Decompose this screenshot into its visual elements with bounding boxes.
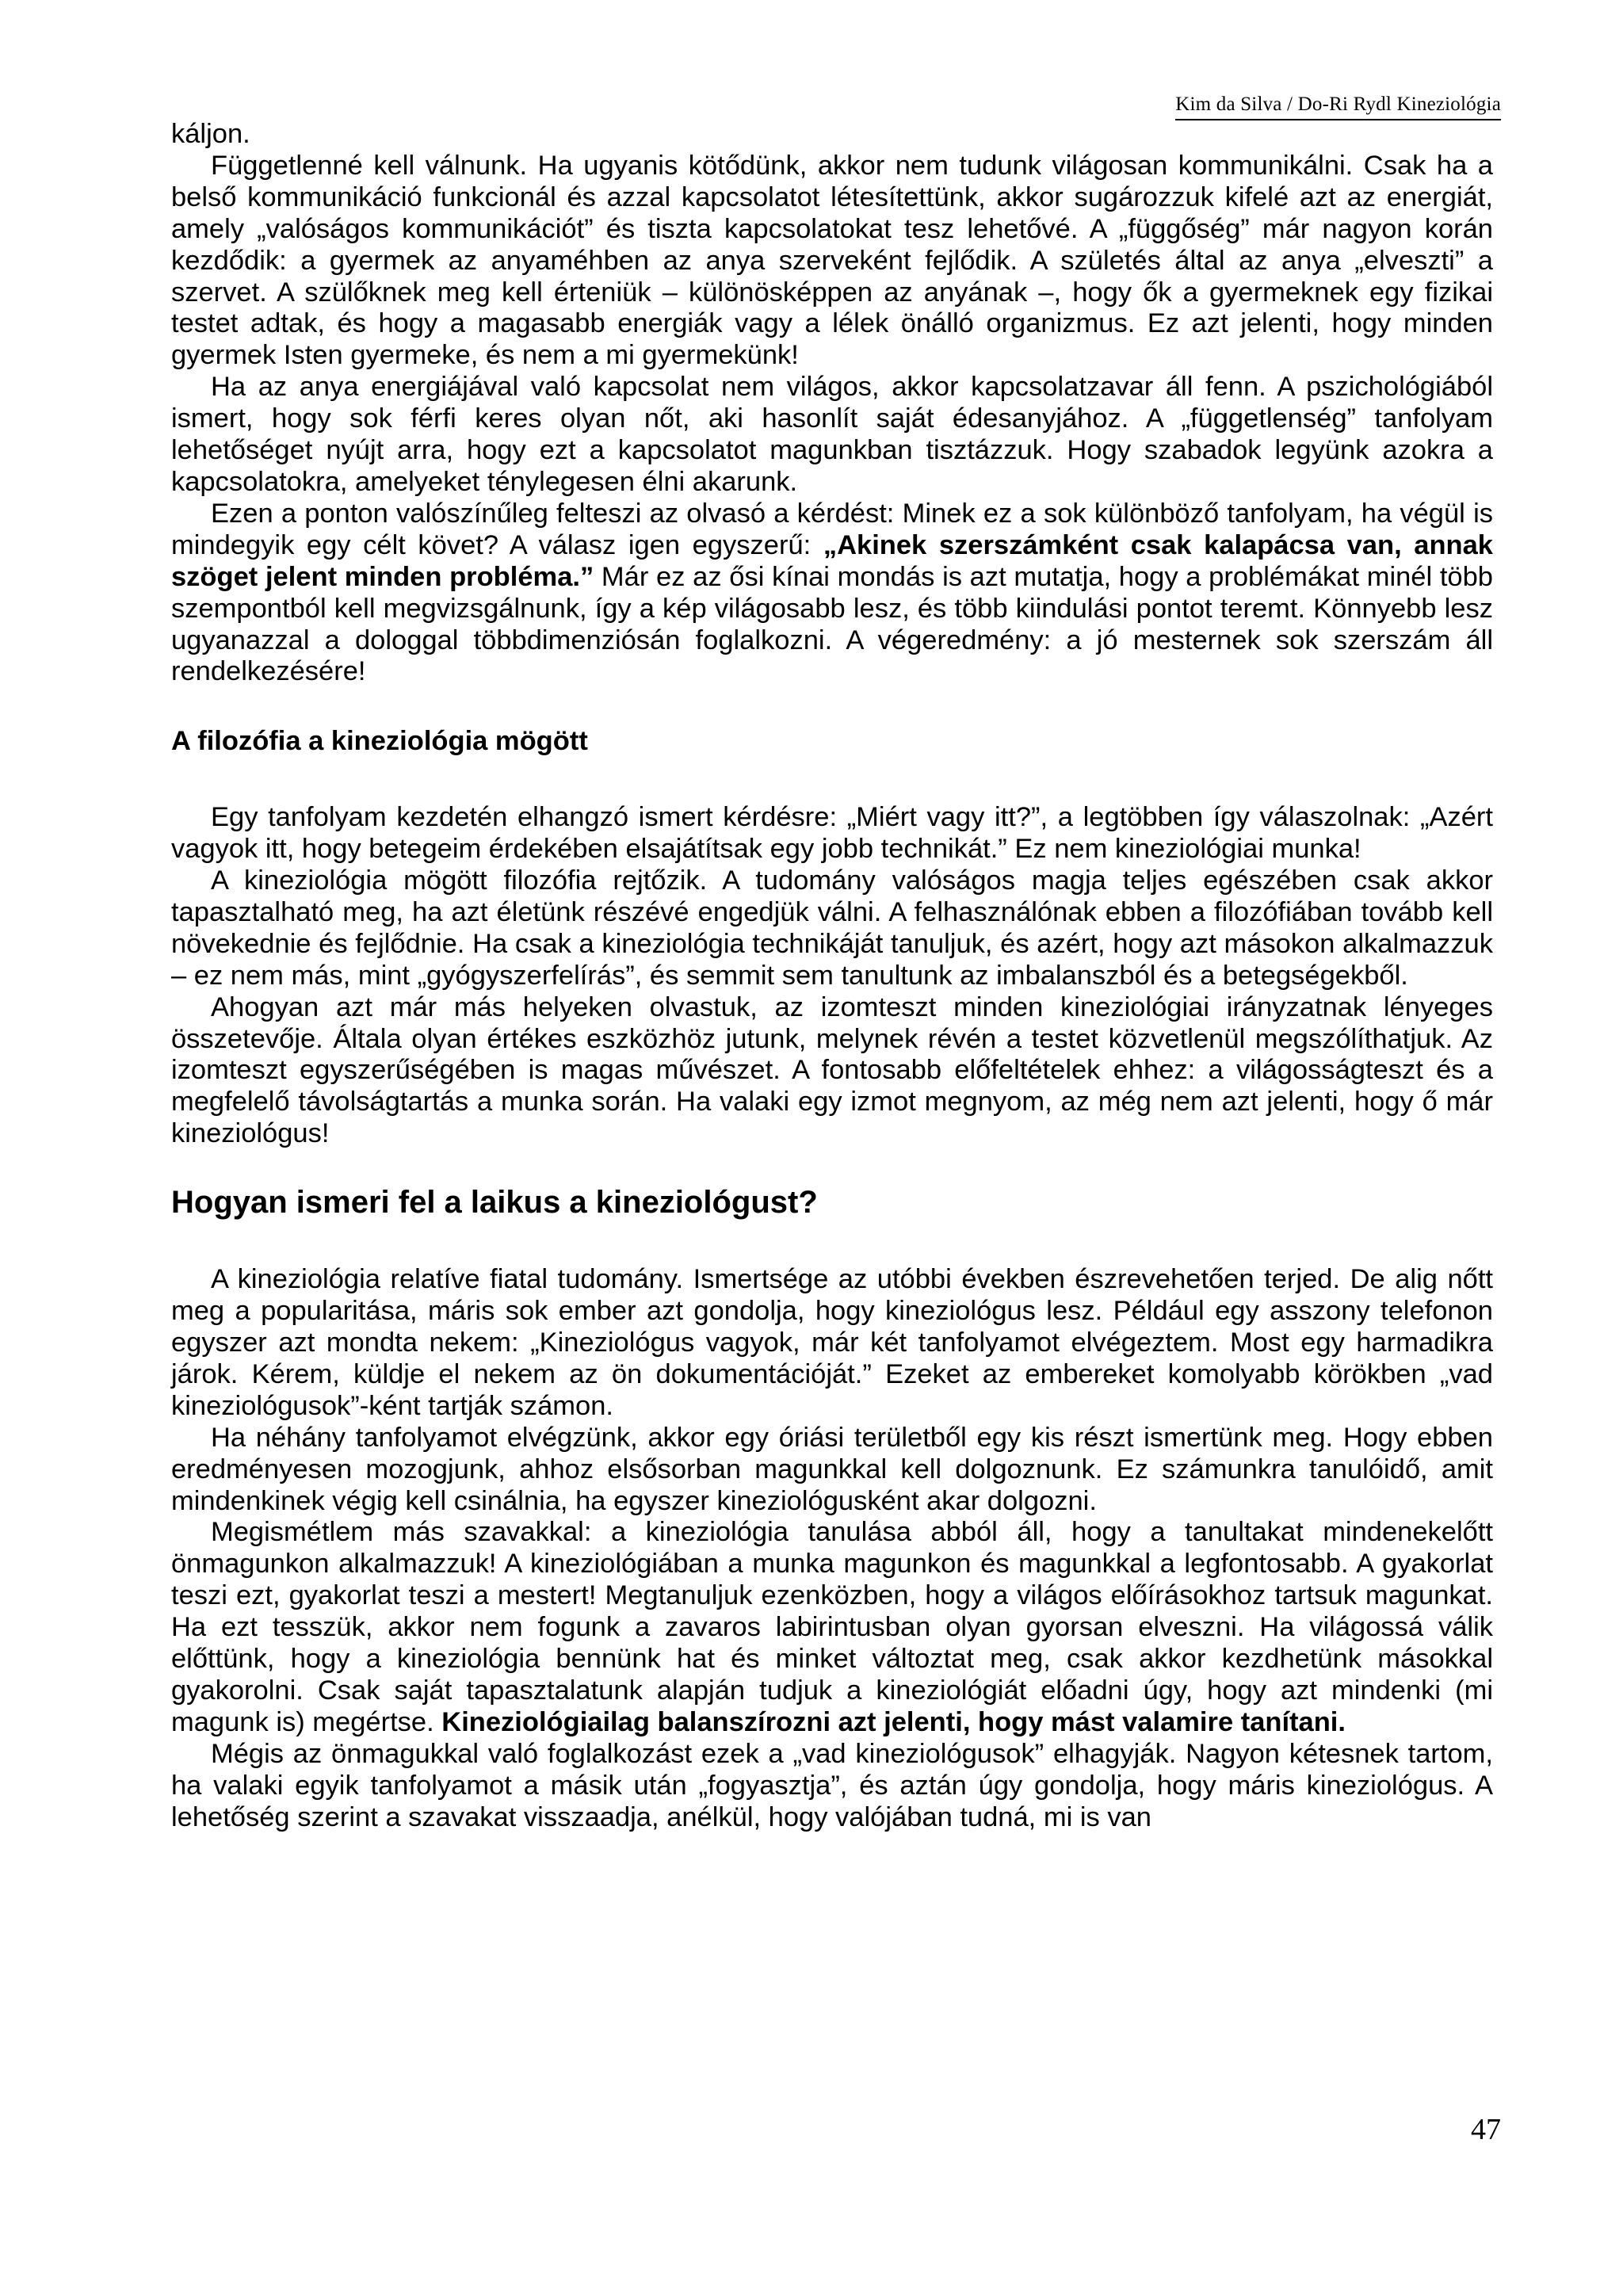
- paragraph: Egy tanfolyam kezdetén elhangzó ismert kérdésre: „Miért vagy itt?”, a legtöbben így válaszolnak: „Azért vagyok itt, hogy betegeim érdekében elsajátítsak egy jobb technikát.” Ez nem kineziológiai munka!: [171, 802, 1493, 865]
- emphasized-statement: Kineziológiailag balanszírozni azt jelenti, hogy mást valamire tanítani.: [441, 1706, 1346, 1737]
- section-heading: A filozófia a kineziológia mögött: [171, 726, 588, 757]
- page-number: 47: [1471, 2113, 1501, 2146]
- paragraph-text: Megismétlem más szavakkal: a kineziológia tanulása abból áll, hogy a tanultakat mindenekelőtt önmagunkon alkalmazzuk! A kineziológiában a munka magunkon és magunkkal a legfontosabb. A gyakorlat teszi ezt, gyakorlat teszi a mestert! Megtanuljuk ezenközben, hogy a világos előírásokhoz tartsuk magunkat. Ha ezt tesszük, akkor nem fogunk a zavaros labirintusban olyan gyorsan elveszni. Ha világossá válik előttünk, hogy a kineziológia bennünk hat és minket változtat meg, csak akkor kezdhetünk másokkal gyakorolni. Csak saját tapasztalatunk alapján tudjuk a kineziológiát előadni úgy, hogy azt mindenki (mi magunk is) megértse.: [171, 1517, 1493, 1737]
- paragraph: Mégis az önmagukkal való foglalkozást ezek a „vad kineziológusok” elhagyják. Nagyon kétesnek tartom, ha valaki egyik tanfolyamot a másik után „fogyasztja”, és aztán úgy gondolja, hogy máris kineziológus. A lehetőség szerint a szavakat visszaadja, anélkül, hogy valójában tudná, mi is van: [171, 1738, 1493, 1832]
- paragraph-continuation: káljon.: [171, 119, 250, 149]
- running-header: Kim da Silva / Do-Ri Rydl Kineziológia: [1175, 94, 1501, 120]
- paragraph: [171, 499, 1493, 688]
- paragraph: A kineziológia mögött filozófia rejtőzik. A tudomány valóságos magja teljes egészében csak akkor tapasztalható meg, ha azt életünk részévé engedjük válni. A felhasználónak ebben a filozófiában tovább kell növekednie és fejlődnie. Ha csak a kineziológia technikáját tanuljuk, és azért, hogy azt másokon alkalmazzuk – ez nem más, mint „gyógyszerfelírás”, és semmit sem tanultunk az imbalanszból és a betegségekből.: [171, 865, 1493, 991]
- emphasized-quote: „Akinek szerszámként csak kalapácsa van, annak szöget jelent minden probléma.”: [171, 529, 1493, 592]
- paragraph: A kineziológia relatíve fiatal tudomány. Ismertsége az utóbbi években észrevehetően terjed. De alig nőtt meg a popularitása, máris sok ember azt gondolja, hogy kineziológus lesz. Például egy asszony telefonon egyszer azt mondta nekem: „Kineziológus vagyok, már két tanfolyamot elvégeztem. Most egy harmadikra járok. Kérem, küldje el nekem az ön dokumentációját.” Ezeket az embereket komolyabb körökben „vad kineziológusok”-ként tartják számon.: [171, 1264, 1493, 1421]
- paragraph: Ha az anya energiájával való kapcsolat nem világos, akkor kapcsolatzavar áll fenn. A pszichológiából ismert, hogy sok férfi keres olyan nőt, aki hasonlít saját édesanyjához. A „függetlenség” tanfolyam lehetőséget nyújt arra, hogy ezt a kapcsolatot magunkban tisztázzuk. Hogy szabadok legyünk azokra a kapcsolatokra, amelyeket ténylegesen élni akarunk.: [171, 372, 1493, 497]
- paragraph-text: Ezen a ponton valószínűleg felteszi az olvasó a kérdést: Minek ez a sok különböző tanfolyam, ha végül is mindegyik egy célt követ? A válasz igen egyszerű:: [171, 498, 1493, 560]
- paragraph: Függetlenné kell válnunk. Ha ugyanis kötődünk, akkor nem tudunk világosan kommunikálni. Csak ha a belső kommunikáció funkcionál és azzal kapcsolatot létesítettünk, akkor sugározzuk kifelé azt az energiát, amely „valóságos kommunikációt” és tiszta kapcsolatokat tesz lehetővé. A „függőség” már nagyon korán kezdődik: a gyermek az anyaméhben az anya szerveként fejlődik. A születés által az anya „elveszti” a szervet. A szülőknek meg kell érteniük – különösképpen az anyának –, hogy ők a gyermeknek egy fizikai testet adtak, és hogy a magasabb energiák vagy a lélek önálló organizmus. Ez azt jelenti, hogy minden gyermek Isten gyermeke, és nem a mi gyermekünk!: [171, 150, 1493, 371]
- section-heading: Hogyan ismeri fel a laikus a kineziológust?: [171, 1185, 818, 1221]
- paragraph: Ha néhány tanfolyamot elvégzünk, akkor egy óriási területből egy kis részt ismertünk meg. Hogy ebben eredményesen mozogjunk, ahhoz elsősorban magunkkal kell dolgoznunk. Ez számunkra tanulóidő, amit mindenkinek végig kell csinálnia, ha egyszer kineziológusként akar dolgozni.: [171, 1422, 1493, 1516]
- paragraph: [171, 1517, 1493, 1738]
- page-body: [171, 119, 1493, 1834]
- paragraph-text: Már ez az ősi kínai mondás is azt mutatja, hogy a problémákat minél több szempontból kell megvizsgálnunk, így a kép világosabb lesz, és több kiindulási pontot teremt. Könnyebb lesz ugyanazzal a dologgal többdimenziósán foglalkozni. A végeredmény: a jó mesternek sok szerszám áll rendelkezésére!: [171, 561, 1493, 687]
- paragraph: Ahogyan azt már más helyeken olvastuk, az izomteszt minden kineziológiai irányzatnak lényeges összetevője. Általa olyan értékes eszközhöz jutunk, melynek révén a testet közvetlenül megszólíthatjuk. Az izomteszt egyszerűségében is magas művészet. A fontosabb előfeltételek ehhez: a világosságteszt és a megfelelő távolságtartás a munka során. Ha valaki egy izmot megnyom, az még nem azt jelenti, hogy ő már kineziológus!: [171, 991, 1493, 1149]
